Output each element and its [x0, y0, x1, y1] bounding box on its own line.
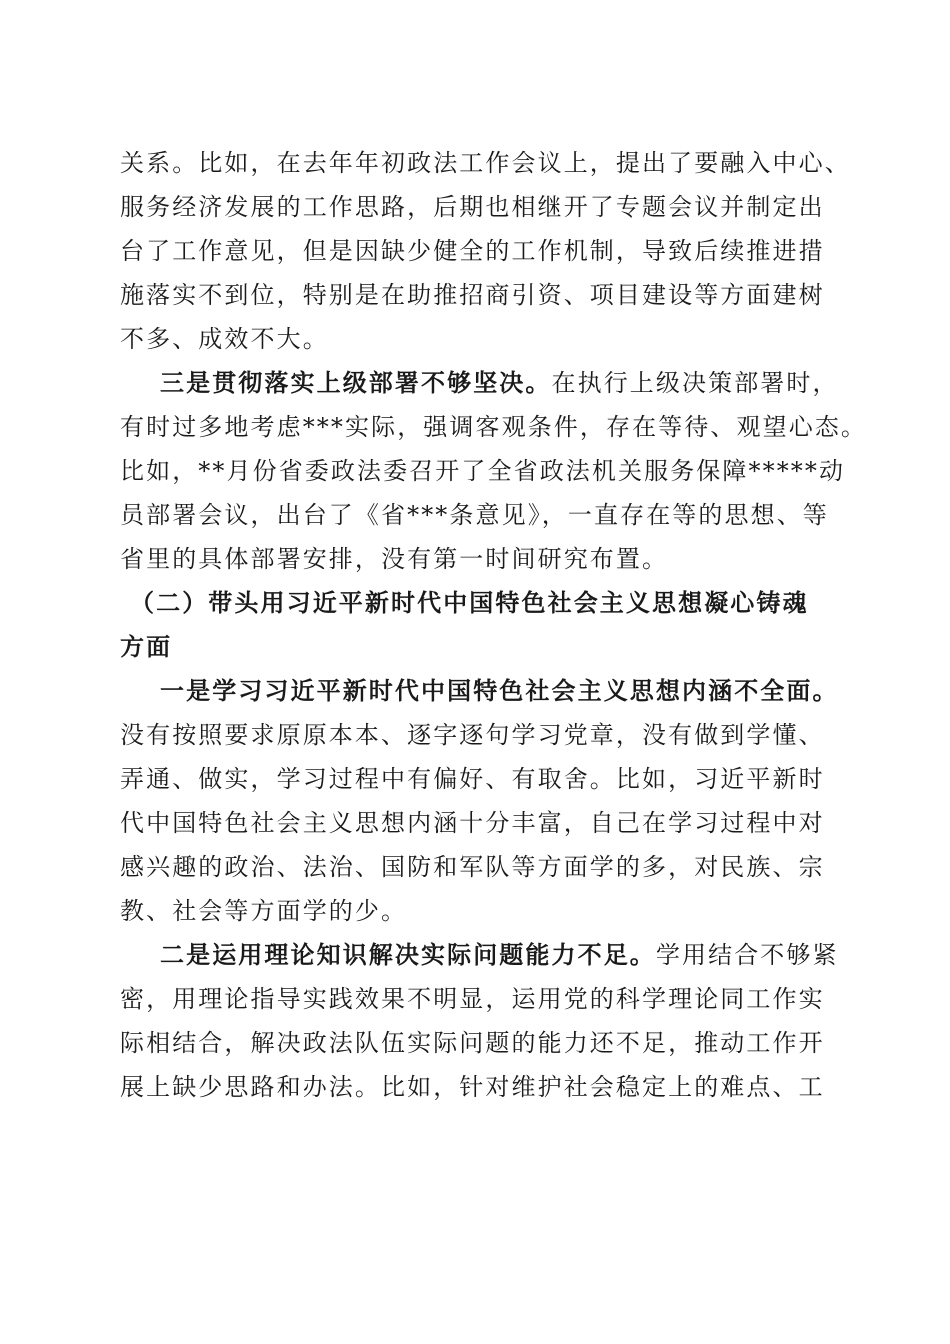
text-line: 弄通、做实，学习过程中有偏好、有取舍。比如，习近平新时: [120, 765, 825, 793]
text-line: 代中国特色社会主义思想内涵十分丰富，自己在学习过程中对: [120, 809, 825, 837]
text-line: 省里的具体部署安排，没有第一时间研究布置。: [120, 545, 669, 573]
text-line: 台了工作意见，但是因缺少健全的工作机制，导致后续推进措: [120, 237, 825, 265]
text-line: 展上缺少思路和办法。比如，针对维护社会稳定上的难点、工: [120, 1073, 825, 1101]
section-heading-continued: 方面: [120, 633, 173, 661]
text-line: 有时过多地考虑***实际，强调客观条件，存在等待、观望心态。: [120, 413, 867, 441]
text-line: 密，用理论指导实践效果不明显，运用党的科学理论同工作实: [120, 985, 825, 1013]
text-line: 员部署会议，出台了《省***条意见》，一直存在等的思想、等: [120, 501, 829, 529]
text-line: 比如，**月份省委政法委召开了全省政法机关服务保障*****动: [120, 457, 846, 485]
point-heading: 二是运用理论知识解决实际问题能力不足。: [160, 941, 656, 969]
paragraph-line: [160, 940, 839, 970]
point-heading: 一是学习习近平新时代中国特色社会主义思想内涵不全面。: [160, 677, 839, 705]
text-line: 感兴趣的政治、法治、国防和军队等方面学的多，对民族、宗: [120, 853, 825, 881]
text-line: 没有按照要求原原本本、逐字逐句学习党章，没有做到学懂、: [120, 721, 825, 749]
text-line: 关系。比如，在去年年初政法工作会议上，提出了要融入中心、: [120, 149, 851, 177]
section-heading: （二）带头用习近平新时代中国特色社会主义思想凝心铸魂: [130, 589, 809, 617]
text-line: 教、社会等方面学的少。: [120, 897, 408, 925]
point-heading: 三是贯彻落实上级部署不够坚决。: [160, 369, 552, 397]
text-line: 服务经济发展的工作思路，后期也相继开了专题会议并制定出: [120, 193, 825, 221]
text-line: 不多、成效不大。: [120, 325, 329, 353]
point-text: 学用结合不够紧: [655, 941, 839, 969]
text-line: 施落实不到位，特别是在助推招商引资、项目建设等方面建树: [120, 281, 825, 309]
paragraph-line: [160, 368, 839, 398]
text-line: 际相结合，解决政法队伍实际问题的能力还不足，推动工作开: [120, 1029, 825, 1057]
point-text: 在执行上级决策部署时，: [551, 369, 839, 397]
